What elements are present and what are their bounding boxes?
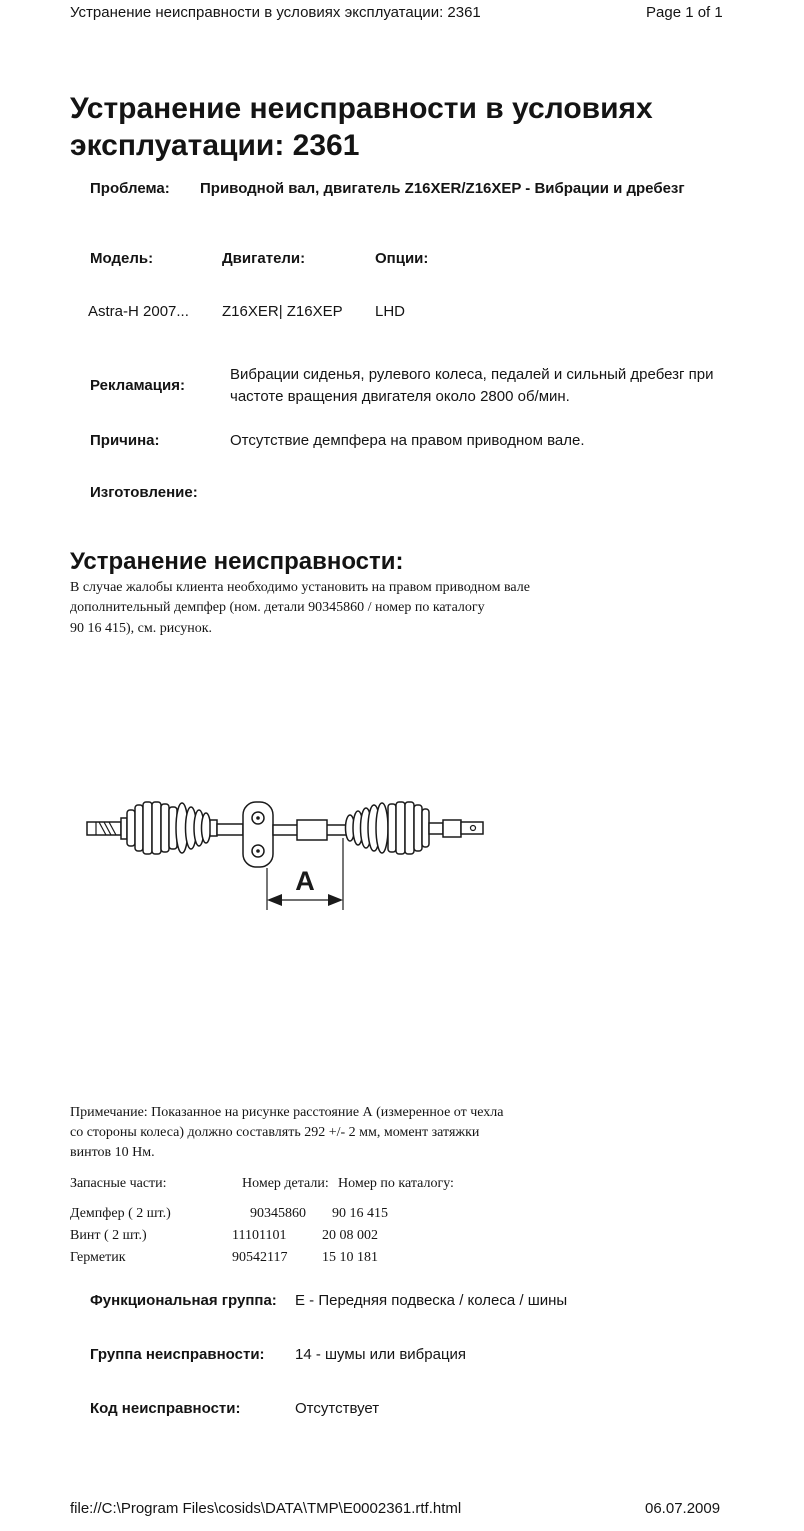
part-number: 90345860 [250,1206,306,1221]
footer-file-path: file://C:\Program Files\cosids\DATA\TMP\E0002361.rtf.html [70,1500,462,1517]
fault-group-value: 14 - шумы или вибрация [295,1346,467,1363]
model-column-header: Модель: [90,250,154,267]
functional-group-value: E - Передняя подвеска / колеса / шины [295,1292,568,1309]
drive-shaft-figure [85,778,490,918]
remedy-note-line: винтов 10 Нм. [70,1144,155,1160]
model-value: Astra-H 2007... [88,303,189,320]
remedy-instructions-line: В случае жалобы клиента необходимо установить на правом приводном вале [70,580,530,595]
problem-value: Приводной вал, двигатель Z16XER/Z16XEP - Вибрации и дребезг [200,180,685,197]
catalog-number: 90 16 415 [332,1206,388,1221]
table-row [70,1250,520,1272]
spare-parts-header-name: Запасные части: [70,1176,167,1191]
production-label: Изготовление: [90,484,198,501]
remedy-instructions-line: дополнительный демпфер (ном. детали 90345860 / номер по каталогу [70,600,485,616]
remedy-note-line: Примечание: Показанное на рисунке расстояние А (измеренное от чехла [70,1105,504,1120]
part-number: 11101101 [232,1228,287,1243]
remedy-note-line: со стороны колеса) должно составлять 292 +/- 2 мм, момент затяжки [70,1124,480,1140]
complaint-label: Рекламация: [90,377,185,394]
options-column-header: Опции: [375,250,429,267]
complaint-value: Вибрации сиденья, рулевого колеса, педалей и сильный дребезг при частоте вращения двигателя около 2800 об/мин. [230,366,714,405]
catalog-number: 15 10 181 [322,1250,378,1265]
spare-parts-header-row [70,1176,520,1206]
table-row [70,1206,520,1228]
problem-label: Проблема: [90,180,170,197]
remedy-section-heading: Устранение неисправности: [70,547,404,575]
remedy-note [70,1103,590,1163]
dimension-a-label: A [295,866,315,896]
spare-parts-header-part-number: Номер детали: [242,1176,329,1191]
part-number: 90542117 [232,1250,288,1265]
options-value: LHD [375,303,406,320]
part-name: Винт ( 2 шт.) [70,1228,147,1243]
document-title: Устранение неисправности в условиях эксплуатации: 2361 [70,92,653,163]
fault-code-value: Отсутствует [295,1400,380,1417]
remedy-instructions-line: 90 16 415), см. рисунок. [70,620,213,636]
cause-label: Причина: [90,432,160,449]
footer-date: 06.07.2009 [645,1500,721,1517]
part-name: Демпфер ( 2 шт.) [70,1206,171,1221]
cause-value: Отсутствие демпфера на правом приводном вале. [230,432,585,449]
engines-value: Z16XER| Z16XEP [222,303,343,320]
part-name: Герметик [70,1250,126,1265]
remedy-instructions [70,578,570,639]
page-number-indicator: Page 1 of 1 [646,4,723,21]
functional-group-label: Функциональная группа: [90,1292,277,1309]
catalog-number: 20 08 002 [322,1228,378,1243]
engines-column-header: Двигатели: [222,250,306,267]
fault-code-label: Код неисправности: [90,1400,241,1417]
spare-parts-table [70,1176,520,1272]
running-header-title: Устранение неисправности в условиях эксплуатации: 2361 [70,4,481,21]
table-row [70,1228,520,1250]
spare-parts-header-catalog-number: Номер по каталогу: [338,1176,454,1191]
fault-group-label: Группа неисправности: [90,1346,265,1363]
